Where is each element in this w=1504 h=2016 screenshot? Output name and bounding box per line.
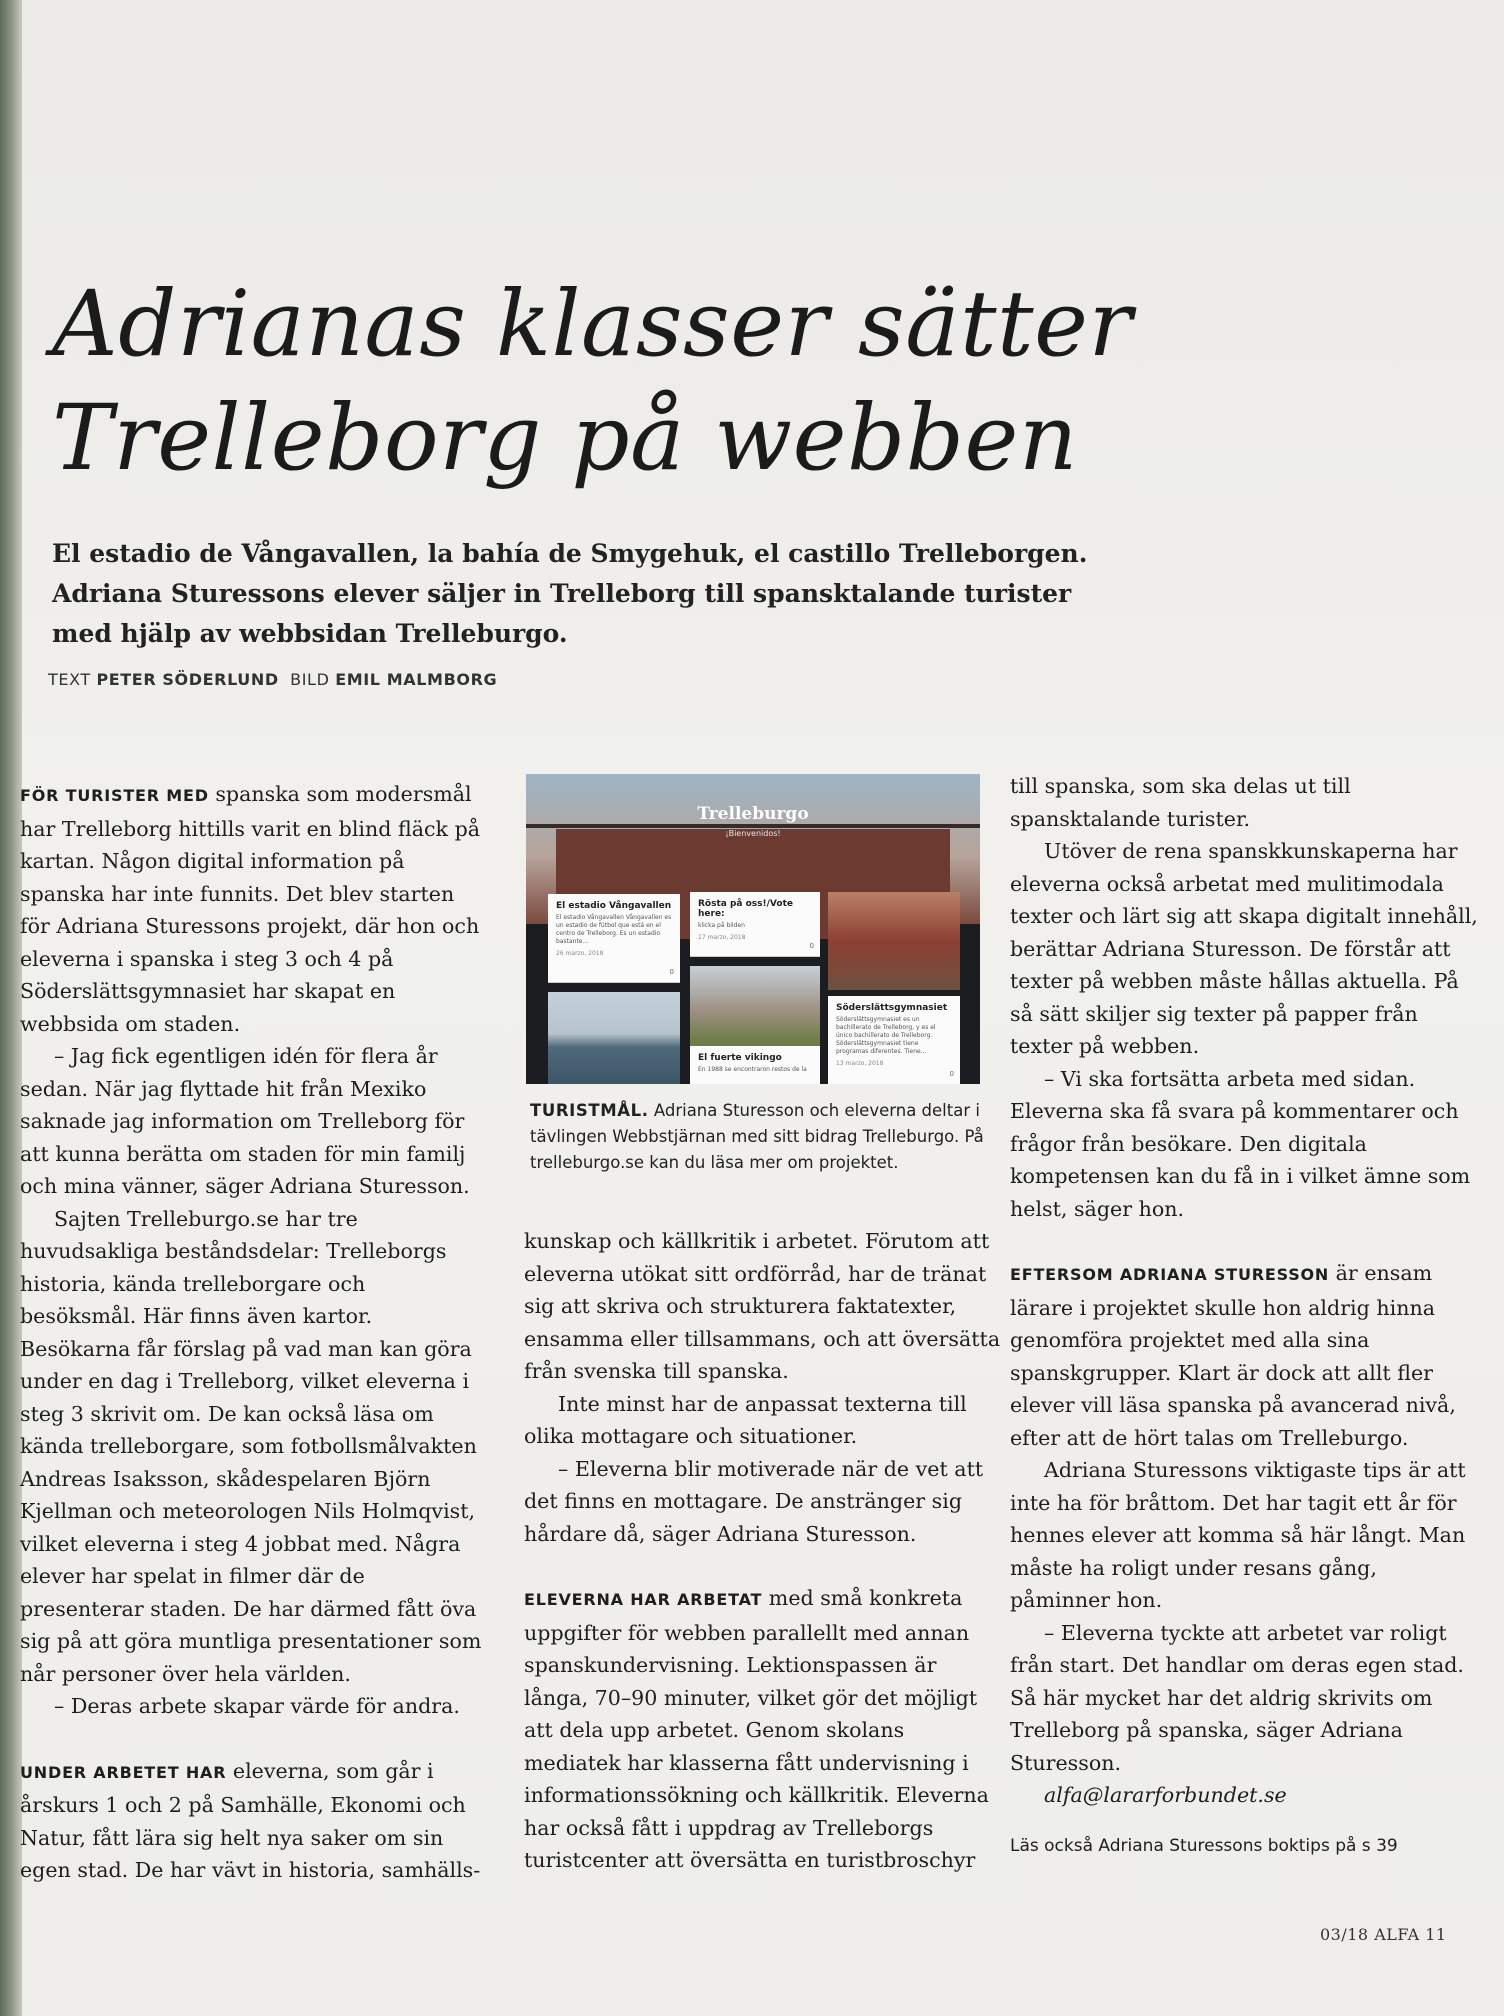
paragraph: – Eleverna tyckte att arbetet var roligt från start. Det handlar om deras egen stad. Så här mycket har det aldrig skrivits om Trelleborg på spanska, säger Adriana Sturesson. [1010, 1620, 1464, 1775]
paragraph: – Vi ska fortsätta arbeta med sidan. Eleverna ska få svara på kommentarer och frågor från besökare. Den digitala kompetensen kan du få in i vilket ämne som helst, säger hon. [1010, 1066, 1471, 1221]
post-card-comment-count: 0 [949, 1070, 954, 1078]
paragraph: Utöver de rena spanskkunskaperna har eleverna också arbetat med mulitimodala texter och lärt sig att skapa digitalt innehåll, berättar Adriana Sturesson. De förstår att texter på webben måste hållas aktuella. På så sätt skiljer sig texter på papper från texter på webben. [1010, 839, 1478, 1058]
paragraph: Inte minst har de anpassat texterna till olika mottagare och situationer. [524, 1391, 967, 1448]
site-subtitle: ¡Bienvenidos! [725, 829, 781, 838]
post-card-date: 17 marzo, 2018 [698, 934, 746, 941]
post-card-excerpt: Söderslättsgymnasiet es un bachillerato de Trelleborg, y es el único bachillerato de Trelleborg. Söderslättsgymnasiet tiene programas diferentes. Tiene... [836, 1016, 936, 1055]
post-card-date: 13 marzo, 2018 [836, 1060, 884, 1067]
caption-text: Adriana Sturesson och eleverna deltar i tävlingen Webbstjärnan med sitt bidrag Trelleburgo. På trelleburgo.se kan du läsa mer om projektet. [530, 1101, 984, 1172]
byline-author: PETER SÖDERLUND [96, 670, 279, 689]
post-card [828, 996, 960, 1084]
byline-photographer: EMIL MALMBORG [335, 670, 498, 689]
paragraph: Sajten Trelleburgo.se har tre huvudsakliga beståndsdelar: Trelleborgs historia, kända trelleborgare och besöksmål. Här finns även kartor. Besökarna får förslag på vad man kan göra under en dag i Trelleborg, vilket eleverna i steg 3 skrivit om. De kan också läsa om kända trelleborgare, som fotbollsmålvakten Andreas Isaksson, skådespelaren Björn Kjellman och meteorologen Nils Holmqvist, vilket eleverna i steg 4 jobbat med. Några elever har spelat in filmer där de presenterar staden. De har därmed fått öva sig på att göra muntliga presentationer som når personer över hela världen. [20, 1206, 482, 1686]
paragraph: – Jag fick egentligen idén för flera år sedan. När jag flyttade hit från Mexiko saknade jag information om Trelleborg för att kunna berätta om staden för min familj och mina vänner, säger Adriana Sturesson. [20, 1044, 470, 1198]
author-email: alfa@lararforbundet.se [1044, 1783, 1287, 1807]
paragraph [524, 1582, 1002, 1877]
paragraph-text: eleverna, som går i årskurs 1 och 2 på Samhälle, Ekonomi och Natur, fått lära sig helt nya saker om sin egen stad. De har vävt in historia, samhälls- [20, 1758, 481, 1882]
paragraph-lead-in: UNDER ARBETET HAR [20, 1762, 227, 1782]
photo-roofline [526, 824, 980, 828]
post-card-comment-count: 0 [809, 942, 814, 950]
paragraph: – Deras arbete skapar värde för andra. [54, 1694, 460, 1718]
paragraph: kunskap och källkritik i arbetet. Förutom att eleverna utökat sitt ordförråd, har de tränat sig att skriva och strukturera faktatexter, ensamma eller tillsammans, och att översätta från svenska till spanska. [524, 1229, 1001, 1383]
post-card-title: Rösta på oss!/Vote here: [698, 899, 793, 919]
paragraph: Adriana Sturessons viktigaste tips är att inte ha för bråttom. Det har tagit ett år för hennes elever att komma så här långt. Man måste ha roligt under resans gång, påminner hon. [1010, 1458, 1466, 1612]
body-column-2 [524, 1225, 1002, 1877]
paragraph [20, 1755, 488, 1887]
post-card-title: El fuerte vikingo [698, 1053, 782, 1063]
body-column-1 [20, 778, 488, 1887]
post-card-date: 26 marzo, 2018 [556, 950, 604, 957]
paragraph-lead-in: ELEVERNA HAR ARBETAT [524, 1590, 763, 1609]
post-card-excerpt: El estadio Vångavallen Vångavallen es un estadio de fútbol que está en el centro de Trelleborg. Es un estadio bastante... [556, 914, 672, 945]
paragraph [1010, 1257, 1480, 1454]
paragraph-lead-in: EFTERSOM ADRIANA STURESSON [1010, 1265, 1330, 1284]
post-card [690, 892, 820, 957]
paragraph: – Eleverna blir motiverade när de vet att det finns en mottagare. De anstränger sig hårdare då, säger Adriana Sturesson. [524, 1456, 984, 1546]
paragraph-text: med små konkreta uppgifter för webben parallellt med annan spanskundervisning. Lektionspassen är långa, 70–90 minuter, vilket gör det möjligt att dela upp arbetet. Genom skolans mediatek har klasserna fått undervisning i informationssökning och källkritik. Eleverna har också fått i uppdrag av Trelleborgs turistcenter att översätta en turistbroschyr [524, 1586, 989, 1872]
post-card-title: Söderslättsgymnasiet [836, 1003, 948, 1013]
school-building-thumbnail [828, 892, 960, 990]
byline-text-label: TEXT [48, 670, 91, 689]
paragraph: till spanska, som ska delas ut till spansktalande turister. [1010, 774, 1351, 831]
article-headline [52, 268, 1282, 496]
body-column-3 [1010, 770, 1480, 1860]
read-also-note: Läs också Adriana Sturessons boktips på s 39 [1010, 1835, 1398, 1856]
caption-lead-in: TURISTMÅL. [530, 1101, 649, 1120]
harbour-thumbnail [548, 992, 680, 1084]
page-spine-edge [0, 0, 22, 2016]
paragraph-text: spanska som modersmål har Trelleborg hittills varit en blind fläck på kartan. Någon digital information på spanska har inte funnits. Det blev starten för Adriana Sturessons projekt, där hon och eleverna i spanska i steg 3 och 4 på Söderslättsgymnasiet har skapat en webbsida om staden. [20, 782, 481, 1036]
headline-line-2: Trelleborg på webben [52, 386, 1078, 491]
post-card-excerpt: klicka på bilden [698, 922, 745, 929]
website-screenshot-photo [526, 774, 980, 1084]
post-card-title: El estadio Vångavallen [556, 901, 672, 911]
paragraph-lead-in: FÖR TURISTER MED [20, 786, 209, 805]
byline [48, 670, 497, 689]
page-folio: 03/18 ALFA 11 [1320, 1925, 1447, 1944]
headline-line-1: Adrianas klasser sätter [52, 272, 1133, 377]
paragraph-text: är ensam lärare i projektet skulle hon aldrig hinna genomföra projektet med alla sina spanskgrupper. Klart är dock att allt fler elever vill läsa spanska på avancerad nivå, efter att de hört talas om Trelleburgo. [1010, 1261, 1456, 1450]
article-ingress: El estadio de Vångavallen, la bahía de Smygehuk, el castillo Trelleborgen. Adriana Sturessons elever säljer in Trelleborg till spansktalande turister med hjälp av webbsidan Trelleburgo. [52, 539, 1088, 648]
post-card-comment-count: 0 [669, 968, 674, 976]
post-card-excerpt: En 1988 se encontraron restos de la [698, 1066, 807, 1073]
post-card [548, 894, 680, 983]
byline-photo-label: BILD [290, 670, 330, 689]
post-card [690, 1046, 820, 1084]
site-title: Trelleburgo [697, 804, 809, 824]
paragraph [20, 778, 488, 1040]
photo-caption [530, 1098, 990, 1176]
